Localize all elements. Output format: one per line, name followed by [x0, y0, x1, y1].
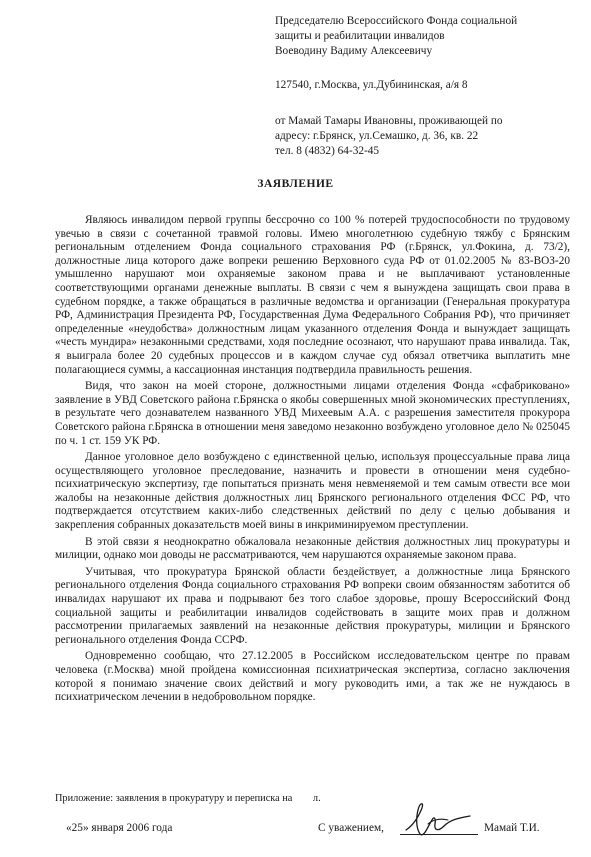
- closing-phrase: С уважением,: [318, 822, 384, 834]
- document-title: ЗАЯВЛЕНИЕ: [257, 178, 334, 190]
- sender-phone: тел. 8 (4832) 64-32-45: [275, 145, 380, 158]
- paragraph: Данное уголовное дело возбуждено с единственной целью, используя процессуальные права лица осуществляющего уголовное преследование, назначить и провести в отношении меня судебно-психиатрическую экспертизу, где попытаться признать меня невменяемой и тем самым отвести все мои жалобы на незаконные действия должностных лиц Брянского регионального отделения ФСС РФ, что подтверждается отсутствием каких-либо следственных действий по делу с целью добывания и закрепления собранных доказательств моей вины в инкриминируемом преступлении.: [55, 451, 570, 532]
- addressee-block: [275, 14, 575, 159]
- document-body: [55, 214, 570, 708]
- paragraph: Одновременно сообщаю, что 27.12.2005 в Российском исследовательском центре по правам человека (г.Москва) мной пройдена комиссионная психиатрическая экспертиза, согласно заключения которой я понимаю значение своих действий и могу руководить ими, а так же не нуждаюсь в психиатрическом лечении в недобровольном порядке.: [55, 650, 570, 704]
- paragraph: Учитывая, что прокуратура Брянской области бездействует, а должностные лица Брянского регионального отделения Фонда социального страхования РФ вопреки своим обязанностям заботится об инвалидах нарушают их права и подрывают без того слабое здоровье, прошу Всероссийский Фонд социальной защиты и реабилитации инвалидов содействовать в защите моих прав и должном рассмотрении прилагаемых заявлений на незаконные действия прокуратуры, милиции и Брянского регионального отделения Фонда ССРФ.: [55, 565, 570, 646]
- attachment-note: Приложение: заявления в прокуратуру и переписка на л.: [55, 793, 321, 804]
- addressee-line: Председателю Всероссийского Фонда социальной: [275, 15, 518, 27]
- addressee-name: Воеводину Вадиму Алексеевичу: [275, 45, 433, 58]
- signer-name: Мамай Т.И.: [484, 822, 540, 834]
- sender-address: адресу: г.Брянск, ул.Семашко, д. 36, кв. 22: [275, 130, 479, 143]
- addressee-line: защиты и реабилитации инвалидов: [275, 30, 445, 43]
- paragraph: В этой связи я неоднократно обжаловала незаконные действия должностных лиц прокуратуры и милиции, однако мои доводы не рассматриваются, чем нарушаются охраняемые законом права.: [55, 535, 570, 562]
- signature-icon: [398, 796, 478, 846]
- paragraph: Являюсь инвалидом первой группы бессрочно со 100 % потерей трудоспособности по трудовому увечью в связи с сочетанной травмой головы. Имею многолетнюю судебную тяжбу с Брянским региональным отделением Фонда социального страхования РФ (г.Брянск, ул.Фокина, д. 73/2), должностные лица которого даже вопреки решению Верховного суда РФ от 01.02.2005 № 83-ВОЗ-20 умышленно нарушают мои охраняемые законом права и не выплачивают установленные соответствующими органами денежные выплаты. В связи с чем я вынуждена защищать свои права в судебном порядке, а также обращаться в различные ведомства и организации (Генеральная прокуратура РФ, Администрация Президента РФ, Государственная Дума Федерального Собрания РФ), что причиняет определенные «неудобства» должностным лицам указанного отделения Фонда и вынуждает защищать «честь мундира» незаконными средствами, ходя последние осознают, что нарушают права инвалида. Так, я выиграла более 20 судебных процессов и в каждом случае суд обязал ответчика выплатить мне полагающиеся суммы, а кассационная инстанция подтвердила правильность решения.: [55, 214, 570, 376]
- sender-line: от Мамай Тамары Ивановны, проживающей по: [275, 114, 503, 127]
- paragraph: Видя, что закон на моей стороне, должностными лицами отделения Фонда «сфабриковано» заявление в УВД Советского района г.Брянска о якобы совершенных мной экономических преступлениях, в результате чего дознавателем названного УВД Михеевым А.А. с разрешения заместителя прокурора Советского района г.Брянска в отношении меня заведомо незаконно возбуждено уголовное дело № 025045 по ч. 1 ст. 159 УК РФ.: [55, 380, 570, 447]
- document-date: «25» января 2006 года: [66, 822, 173, 834]
- addressee-postal-address: 127540, г.Москва, ул.Дубининская, а/я 8: [275, 78, 468, 91]
